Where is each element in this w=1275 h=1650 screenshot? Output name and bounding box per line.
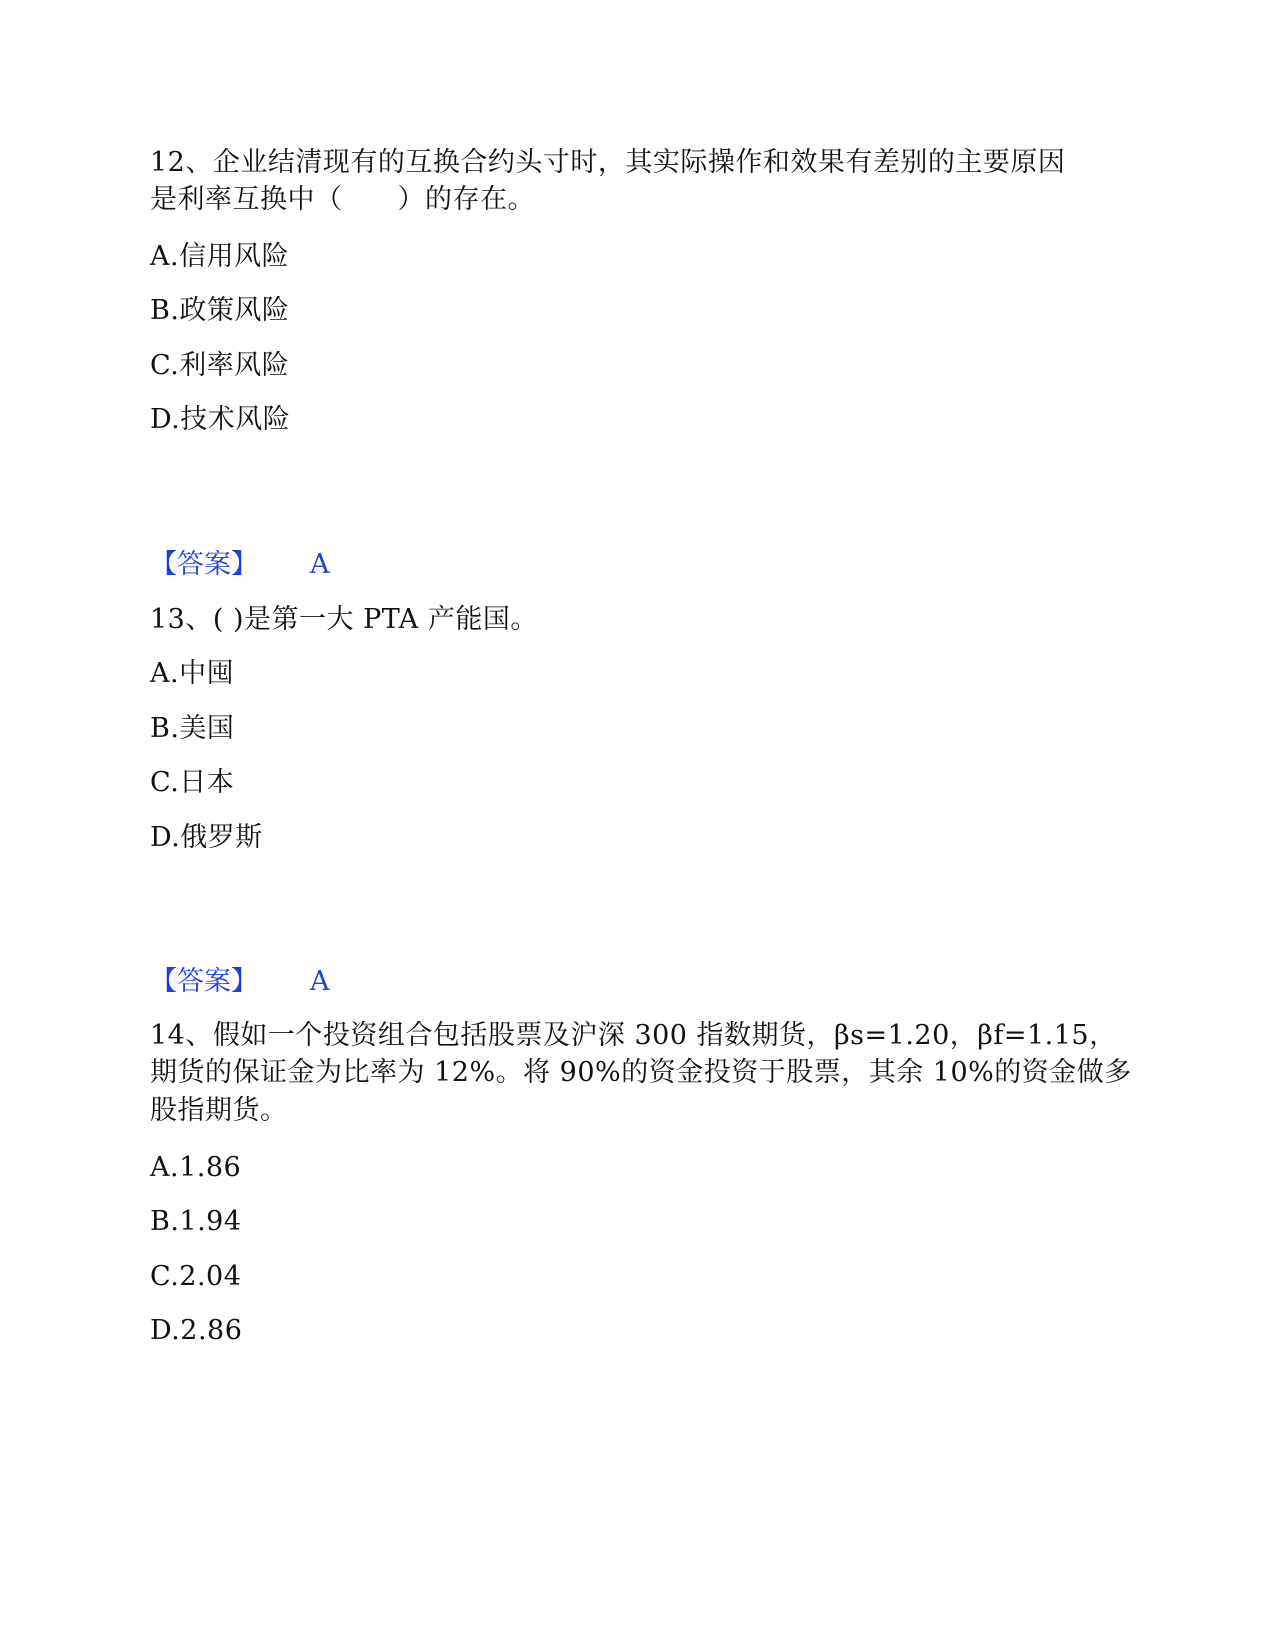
- answer-label: 【答案】: [150, 966, 258, 997]
- question-12-option-c: C.利率风险: [150, 350, 290, 381]
- answer-value: A: [310, 966, 330, 997]
- question-13-option-c: C.日本: [150, 767, 235, 798]
- answer-value: A: [310, 549, 330, 580]
- question-14-stem-line-1: 14、假如一个投资组合包括股票及沪深 300 指数期货，βs=1.20，βf=1.15，: [150, 1020, 1117, 1051]
- question-12-stem-line-1: 12、企业结清现有的互换合约头寸时，其实际操作和效果有差别的主要原因: [150, 147, 1066, 178]
- question-12-answer: [150, 545, 330, 585]
- question-13-option-d: D.俄罗斯: [150, 822, 263, 853]
- question-14-option-c: C.2.04: [150, 1261, 242, 1292]
- question-13-option-a: A.中囤: [150, 658, 235, 689]
- question-14-option-b: B.1.94: [150, 1206, 242, 1237]
- question-14-option-d: D.2.86: [150, 1315, 243, 1346]
- question-14-stem-line-3: 股指期货。: [150, 1095, 288, 1126]
- question-12-option-b: B.政策风险: [150, 295, 290, 326]
- question-13-stem-line-1: 13、( )是第一大 PTA 产能国。: [150, 604, 538, 635]
- question-13-answer: [150, 962, 330, 1002]
- question-12-option-a: A.信用风险: [150, 241, 290, 272]
- question-12-stem-line-2: 是利率互换中（ ）的存在。: [150, 184, 535, 215]
- question-13-option-b: B.美国: [150, 713, 235, 744]
- question-14-stem-line-2: 期货的保证金为比率为 12%。将 90%的资金投资于股票，其余 10%的资金做多: [150, 1057, 1132, 1088]
- question-12-option-d: D.技术风险: [150, 404, 291, 435]
- question-14-option-a: A.1.86: [150, 1152, 242, 1183]
- answer-label: 【答案】: [150, 549, 258, 580]
